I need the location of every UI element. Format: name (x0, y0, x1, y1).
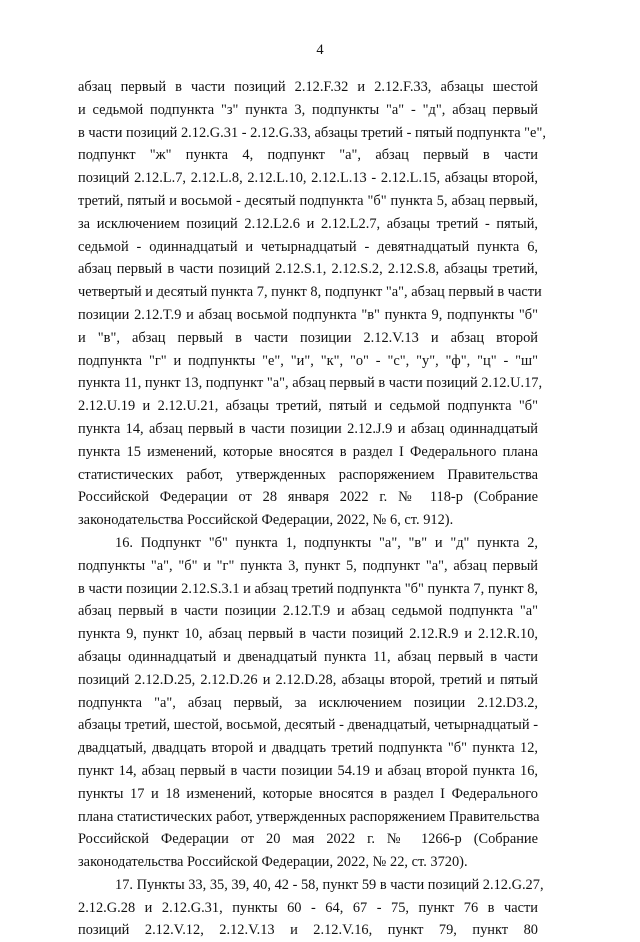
paragraph-continuation (78, 76, 546, 532)
text-line: законодательства Российской Федерации, 2022, № 6, ст. 912). (78, 512, 454, 529)
text-line: позиции 2.12.T.9 и абзац восьмой подпункта "в" пункта 9, подпункты "б" (78, 306, 538, 323)
text-line: абзац первый в части позиции 2.12.T.9 и абзац седьмой подпункта "а" (78, 603, 538, 620)
text-line: 2.12.G.28 и 2.12.G.31, пункты 60 - 64, 67 - 75, пункт 76 в части (78, 899, 538, 916)
paragraph-item-17 (78, 874, 544, 942)
text-line: абзацы одиннадцатый и двенадцатый пункта 11, абзац первый в части (78, 648, 538, 665)
text-line: подпункта "а", абзац первый, за исключением позиции 2.12.D3.2, (78, 694, 538, 711)
text-line: законодательства Российской Федерации, 2022, № 22, ст. 3720). (78, 854, 468, 871)
text-line: Российской Федерации от 28 января 2022 г. № 118-р (Собрание (78, 489, 538, 506)
text-line: за исключением позиций 2.12.L2.6 и 2.12.L2.7, абзацы третий - пятый, (78, 215, 538, 232)
text-line: 2.12.U.19 и 2.12.U.21, абзацы третий, пятый и седьмой подпункта "б" (78, 398, 538, 415)
text-line: пункта 14, абзац первый в части позиции 2.12.J.9 и абзац одиннадцатый (78, 420, 538, 437)
text-line: плана статистических работ, утвержденных распоряжением Правительства (78, 808, 540, 825)
text-line: подпункты "а", "б" и "г" пункта 3, пункт 5, подпункт "а", абзац первый (78, 557, 538, 574)
text-line: пункта 15 изменений, которые вносятся в раздел I Федерального плана (78, 443, 538, 460)
text-line: позиций 2.12.L.7, 2.12.L.8, 2.12.L.10, 2.12.L.13 - 2.12.L.15, абзацы второй, (78, 170, 538, 187)
text-line: позиций 2.12.V.12, 2.12.V.13 и 2.12.V.16, пункт 79, пункт 80 (78, 922, 538, 939)
text-line: в части позиций 2.12.G.31 - 2.12.G.33, абзацы третий - пятый подпункта "е", (78, 124, 546, 141)
text-line: пункт 14, абзац первый в части позиции 54.19 и абзац второй пункта 16, (78, 762, 538, 779)
text-line: статистических работ, утвержденных распоряжением Правительства (78, 466, 538, 483)
text-line: четвертый и десятый пункта 7, пункт 8, подпункт "а", абзац первый в части (78, 284, 542, 301)
text-line: и седьмой подпункта "з" пункта 3, подпункты "а" - "д", абзац первый (78, 101, 538, 118)
text-line: подпункт "ж" пункта 4, подпункт "а", абзац первый в части (78, 147, 538, 164)
text-line: двадцатый, двадцать второй и двадцать третий подпункта "б" пункта 12, (78, 740, 538, 757)
paragraph-item-16 (78, 532, 538, 874)
text-line: пункта 11, пункт 13, подпункт "а", абзац первый в части позиций 2.12.U.17, (78, 375, 543, 392)
text-line: 17. Пункты 33, 35, 39, 40, 42 - 58, пункт 59 в части позиций 2.12.G.27, (115, 876, 544, 893)
text-line: абзацы третий, шестой, восьмой, десятый - двенадцатый, четырнадцатый - (78, 717, 538, 734)
text-line: и "в", абзац первый в части позиции 2.12.V.13 и абзац второй (78, 329, 538, 346)
text-line: пункты 17 и 18 изменений, которые вносятся в раздел I Федерального (78, 785, 538, 802)
text-line: абзац первый в части позиций 2.12.F.32 и 2.12.F.33, абзацы шестой (78, 79, 538, 95)
text-line: абзац первый в части позиций 2.12.S.1, 2.12.S.2, 2.12.S.8, абзацы третий, (78, 261, 538, 278)
text-line: 16. Подпункт "б" пункта 1, подпункты "а", "в" и "д" пункта 2, (115, 534, 538, 551)
text-line: подпункта "г" и подпункты "е", "и", "к", "о" - "с", "у", "ф", "ц" - "ш" (78, 352, 538, 369)
text-line: седьмой - одиннадцатый и четырнадцатый - девятнадцатый пункта 6, (78, 238, 538, 255)
text-line: третий, пятый и восьмой - десятый подпункта "б" пункта 5, абзац первый, (78, 192, 538, 209)
text-line: позиций 2.12.D.25, 2.12.D.26 и 2.12.D.28, абзацы второй, третий и пятый (78, 671, 538, 688)
page-number: 4 (316, 42, 324, 58)
document-body (78, 76, 546, 942)
text-line: Российской Федерации от 20 мая 2022 г. № 1266-р (Собрание (78, 831, 538, 848)
text-line: пункта 9, пункт 10, абзац первый в части позиций 2.12.R.9 и 2.12.R.10, (78, 626, 538, 643)
text-line: в части позиции 2.12.S.3.1 и абзац третий подпункта "б" пункта 7, пункт 8, (78, 580, 538, 597)
